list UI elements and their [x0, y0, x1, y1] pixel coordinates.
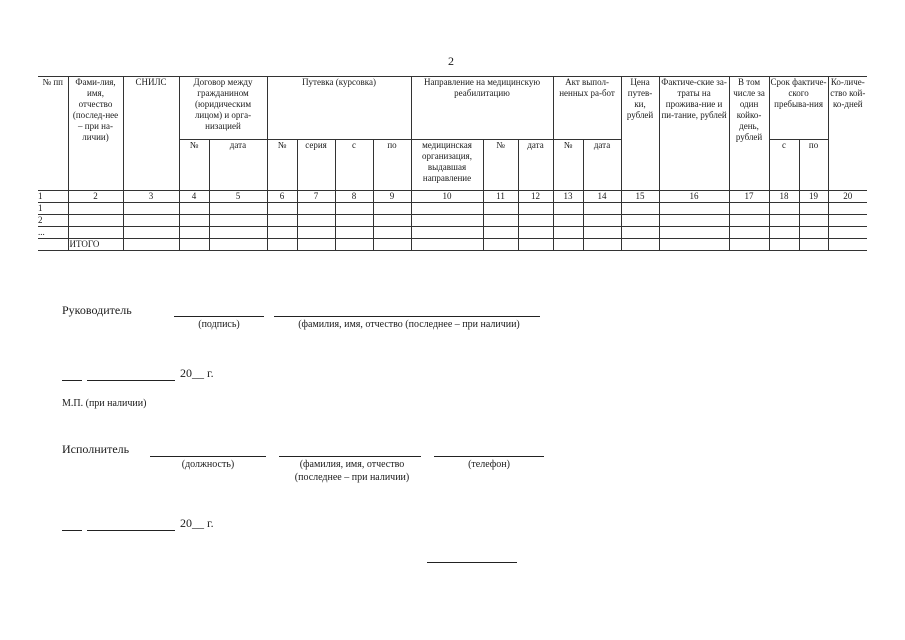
row-number: ... — [38, 227, 68, 239]
page-number: 2 — [448, 54, 454, 68]
column-number: 5 — [209, 191, 267, 203]
column-number: 3 — [123, 191, 179, 203]
subheader-voucher-series: серия — [297, 140, 335, 191]
date-month-line-2 — [87, 530, 175, 531]
column-number: 13 — [553, 191, 583, 203]
executor-position-line — [150, 456, 266, 457]
column-number: 7 — [297, 191, 335, 203]
column-numbers-row — [38, 191, 867, 203]
signature-caption: (подпись) — [198, 319, 240, 330]
date-day-line — [62, 380, 82, 381]
column-number: 4 — [179, 191, 209, 203]
header-stay-period: Срок фактиче-ского пребыва-ния — [769, 77, 828, 140]
subheader-contract-date: дата — [209, 140, 267, 191]
column-number: 17 — [729, 191, 769, 203]
column-number: 20 — [828, 191, 867, 203]
table-row — [38, 215, 867, 227]
subheader-voucher-to: по — [373, 140, 411, 191]
header-bed-days: Ко-личе-ство кой-ко-дней — [828, 77, 867, 191]
subheader-referral-date: дата — [518, 140, 553, 191]
subheader-referral-no: № — [483, 140, 518, 191]
header-snils: СНИЛС — [123, 77, 179, 191]
date-text-2: 20__ г. — [180, 516, 214, 530]
column-number: 2 — [68, 191, 123, 203]
column-number: 16 — [659, 191, 729, 203]
subheader-stay-from: с — [769, 140, 799, 191]
bottom-separator-line — [427, 562, 517, 563]
executor-fio-line — [279, 456, 421, 457]
column-number: 18 — [769, 191, 799, 203]
column-number: 12 — [518, 191, 553, 203]
date-day-line-2 — [62, 530, 82, 531]
column-number: 8 — [335, 191, 373, 203]
head-signature-line — [174, 316, 264, 317]
subheader-contract-no: № — [179, 140, 209, 191]
header-act: Акт выпол-ненных ра-бот — [553, 77, 621, 140]
subheader-act-no: № — [553, 140, 583, 191]
column-number: 14 — [583, 191, 621, 203]
position-caption: (должность) — [181, 459, 235, 470]
row-number: 2 — [38, 215, 68, 227]
executor-phone-line — [434, 456, 544, 457]
head-label: Руководитель — [62, 303, 132, 317]
column-number: 15 — [621, 191, 659, 203]
rehabilitation-report-table — [38, 76, 867, 251]
phone-caption: (телефон) — [468, 459, 510, 470]
header-voucher: Путевка (курсовка) — [267, 77, 411, 140]
head-fio-line — [274, 316, 540, 317]
executor-fio-caption: (фамилия, имя, отчество (последнее – при наличии) — [294, 459, 410, 483]
column-number: 19 — [799, 191, 828, 203]
executor-label: Исполнитель — [62, 442, 130, 456]
subheader-voucher-no: № — [267, 140, 297, 191]
header-price: Цена путев-ки, рублей — [621, 77, 659, 191]
table-row — [38, 203, 867, 215]
header-referral: Направление на медицинскую реабилитацию — [411, 77, 553, 140]
header-actual-costs: Фактиче-ские за-траты на проживa-ние и пи-тание, рублей — [659, 77, 729, 191]
column-number: 11 — [483, 191, 518, 203]
column-number: 9 — [373, 191, 411, 203]
header-contract: Договор между гражданином (юридическим лицом) и орга-низацией — [179, 77, 267, 140]
header-per-bed-day: В том числе за один койко-день, рублей — [729, 77, 769, 191]
header-num: № пп — [38, 77, 68, 191]
subheader-referral-org: медицинская организация, выдавшая направление — [411, 140, 483, 191]
subheader-stay-to: по — [799, 140, 828, 191]
stamp-label: М.П. (при наличии) — [62, 398, 147, 409]
date-text: 20__ г. — [180, 366, 214, 380]
subheader-voucher-from: с — [335, 140, 373, 191]
column-number: 1 — [38, 191, 68, 203]
total-row — [38, 239, 867, 251]
subheader-act-date: дата — [583, 140, 621, 191]
total-label: ИТОГО — [68, 239, 123, 251]
row-number: 1 — [38, 203, 68, 215]
date-month-line — [87, 380, 175, 381]
table-row — [38, 227, 867, 239]
column-number: 6 — [267, 191, 297, 203]
column-number: 10 — [411, 191, 483, 203]
header-fio: Фами-лия, имя, отчество (послед-нее – при на-личии) — [68, 77, 123, 191]
fio-caption: (фамилия, имя, отчество (последнее – при наличии) — [298, 319, 520, 330]
